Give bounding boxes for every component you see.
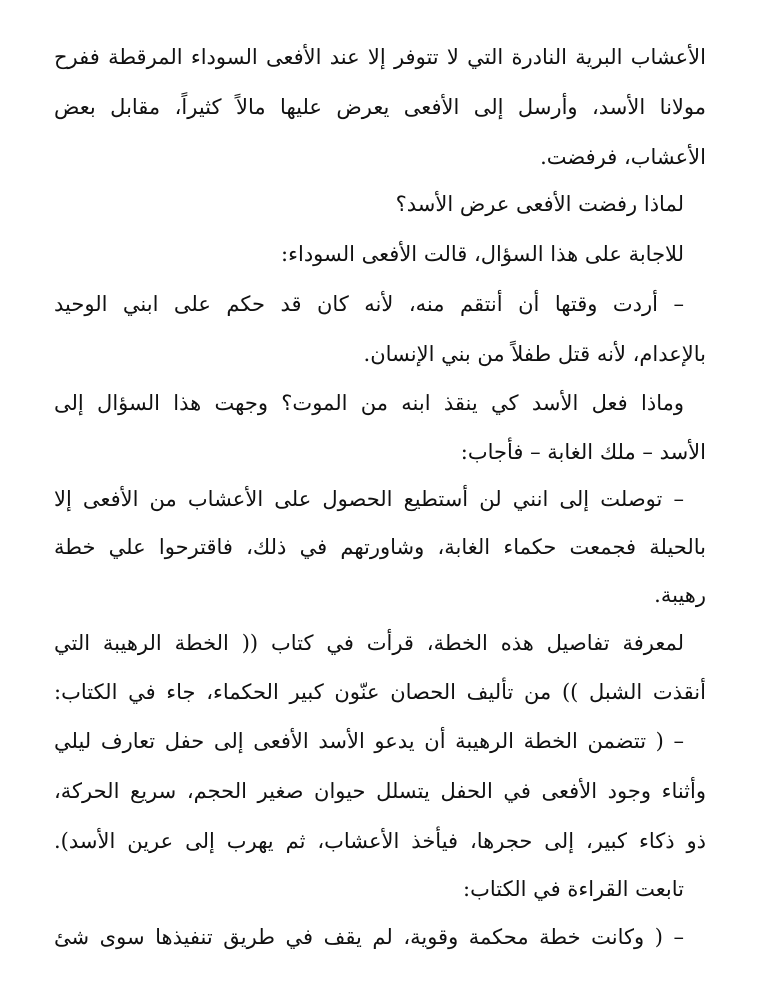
text-line: أنقذت الشبل )) من تأليف الحصان عنّون كبير الحكماء، جاء في الكتاب: bbox=[54, 680, 706, 704]
text-line: – أردت وقتها أن أنتقم منه، لأنه كان قد حكم على ابني الوحيد bbox=[54, 292, 684, 316]
text-line: ذو ذكاء كبير، إلى حجرها، فيأخذ الأعشاب، ثم يهرب إلى عرين الأسد). bbox=[54, 829, 706, 853]
text-line: مولانا الأسد، وأرسل إلى الأفعى يعرض عليها مالاً كثيراً، مقابل بعض bbox=[54, 95, 706, 119]
text-line: – ( تتضمن الخطة الرهيبة أن يدعو الأسد الأفعى إلى حفل تعارف ليلي bbox=[54, 729, 684, 753]
text-line: بالإعدام، لأنه قتل طفلاً من بني الإنسان. bbox=[363, 342, 706, 366]
text-line: لماذا رفضت الأفعى عرض الأسد؟ bbox=[395, 192, 684, 216]
text-line: الأعشاب، فرفضت. bbox=[540, 145, 706, 169]
text-line: الأعشاب البرية النادرة التي لا تتوفر إلا عند الأفعى السوداء المرقطة ففرح bbox=[54, 45, 706, 69]
text-line: – توصلت إلى انني لن أستطيع الحصول على الأعشاب من الأفعى إلا bbox=[54, 487, 684, 511]
text-line: وأثناء وجود الأفعى في الحفل يتسلل حيوان صغير الحجم، سريع الحركة، bbox=[54, 779, 706, 803]
text-line: – ( وكانت خطة محكمة وقوية، لم يقف في طريق تنفيذها سوى شئ bbox=[54, 925, 684, 949]
text-line: رهيبة. bbox=[654, 583, 706, 607]
text-line: بالحيلة فجمعت حكماء الغابة، وشاورتهم في ذلك، فاقترحوا علي خطة bbox=[54, 535, 706, 559]
text-line: للاجابة على هذا السؤال، قالت الأفعى السوداء: bbox=[281, 242, 684, 266]
text-line: تابعت القراءة في الكتاب: bbox=[463, 877, 684, 901]
text-line: لمعرفة تفاصيل هذه الخطة، قرأت في كتاب (( الخطة الرهيبة التي bbox=[54, 631, 684, 655]
text-line: الأسد – ملك الغابة – فأجاب: bbox=[460, 440, 706, 464]
text-line: وماذا فعل الأسد كي ينقذ ابنه من الموت؟ وجهت هذا السؤال إلى bbox=[54, 391, 684, 415]
